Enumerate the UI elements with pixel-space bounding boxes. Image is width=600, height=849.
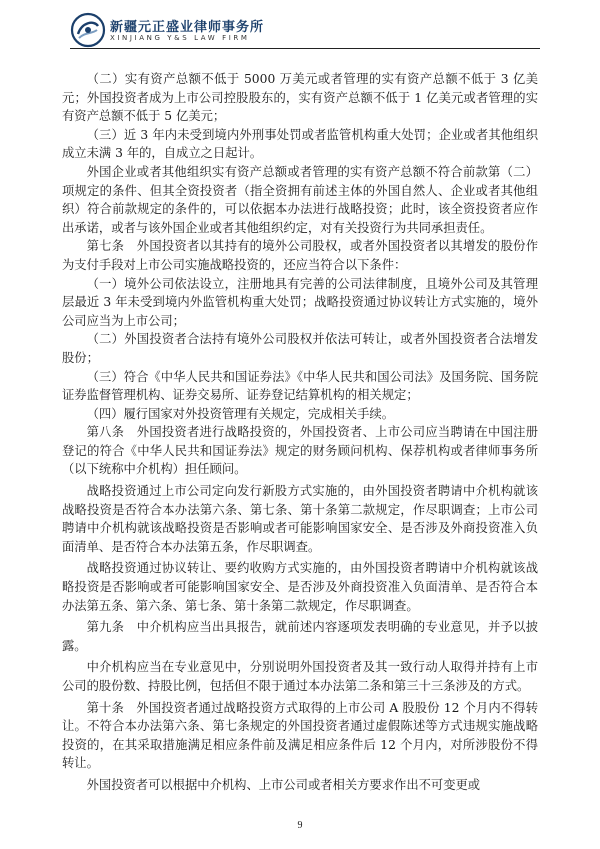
paragraph: （四）履行国家对外投资管理有关规定，完成相关手续。	[86, 406, 395, 421]
firm-logo-icon	[70, 12, 106, 48]
document-body	[62, 70, 538, 795]
header-divider	[70, 48, 540, 49]
paragraph: （二）外国投资者合法持有境外公司股权并依法可转让，或者外国投资者合法增发股份；	[62, 332, 538, 365]
paragraph: 第九条 中介机构应当出具报告，就前述内容逐项发表明确的专业意见，并予以披露。	[62, 620, 538, 653]
paragraph: 第十条 外国投资者通过战略投资方式取得的上市公司 A 股股份 12 个月内不得转让。不符合本办法第六条、第七条规定的外国投资者通过虚假陈述等方式违规实施战略投资的，在其采取措施满足相应条件前及满足相应条件后 12 个月内，对所涉股份不得转让。	[62, 700, 538, 771]
paragraph: （一）境外公司依法设立，注册地具有完善的公司法律制度，且境外公司及其管理层最近 3 年未受到境内外监管机构重大处罚；战略投资通过协议转让方式实施的，境外公司应当为上市公司；	[62, 276, 538, 328]
paragraph: 外国投资者可以根据中介机构、上市公司或者相关方要求作出不可变更或	[86, 777, 481, 792]
firm-name-cn: 新疆元正盛业律师事务所	[110, 20, 265, 35]
paragraph: 中介机构应当在专业意见中，分别说明外国投资者及其一致行动人取得并持有上市公司的股份数、持股比例，包括但不限于通过本办法第二条和第三十三条涉及的方式。	[62, 660, 538, 693]
firm-name-en: XINJIANG Y&S LAW FIRM	[110, 34, 250, 42]
paragraph: 外国企业或者其他组织实有资产总额或者管理的实有资产总额不符合前款第（二）项规定的条件、但其全资投资者（指全资拥有前述主体的外国自然人、企业或者其他组织）符合前款规定的条件的，可以依据本办法进行战略投资；此时，该全资投资者应作出承诺，或者与该外国企业或者其他组织约定，对有关投资行为共同承担责任。	[62, 164, 538, 235]
paragraph: 战略投资通过上市公司定向发行新股方式实施的，由外国投资者聘请中介机构就该战略投资是否符合本办法第六条、第七条、第十条第二款规定，作尽职调查；上市公司聘请中介机构就该战略投资是否影响或者可能影响国家安全、是否涉及外商投资准入负面清单、是否符合本办法第五条，作尽职调查。	[62, 484, 538, 554]
paragraph: 战略投资通过协议转让、要约收购方式实施的，由外国投资者聘请中介机构就该战略投资是否影响或者可能影响国家安全、是否涉及外商投资准入负面清单、是否符合本办法第五条、第六条、第七条、第十条第二款规定，作尽职调查。	[62, 561, 538, 613]
paragraph: （三）符合《中华人民共和国证券法》《中华人民共和国公司法》及国务院、国务院证券监督管理机构、证券交易所、证券登记结算机构的相关规定；	[62, 369, 538, 403]
paragraph: 第七条 外国投资者以其持有的境外公司股权，或者外国投资者以其增发的股份作为支付手段对上市公司实施战略投资的，还应当符合以下条件：	[62, 239, 538, 272]
letterhead	[70, 12, 540, 52]
paragraph: （二）实有资产总额不低于 5000 万美元或者管理的实有资产总额不低于 3 亿美元；外国投资者成为上市公司控股股东的，实有资产总额不低于 1 亿美元或者管理的实有资产总额不低于 5 亿美元；	[62, 72, 538, 124]
page-number: 9	[297, 820, 303, 831]
paragraph: （三）近 3 年内未受到境内外刑事处罚或者监管机构重大处罚；企业或者其他组织成立未满 3 年的，自成立之日起计。	[62, 127, 538, 161]
paragraph: 第八条 外国投资者进行战略投资的，外国投资者、上市公司应当聘请在中国注册登记的符合《中华人民共和国证券法》规定的财务顾问机构、保荐机构或者律师事务所（以下统称中介机构）担任顾问。	[62, 425, 538, 477]
